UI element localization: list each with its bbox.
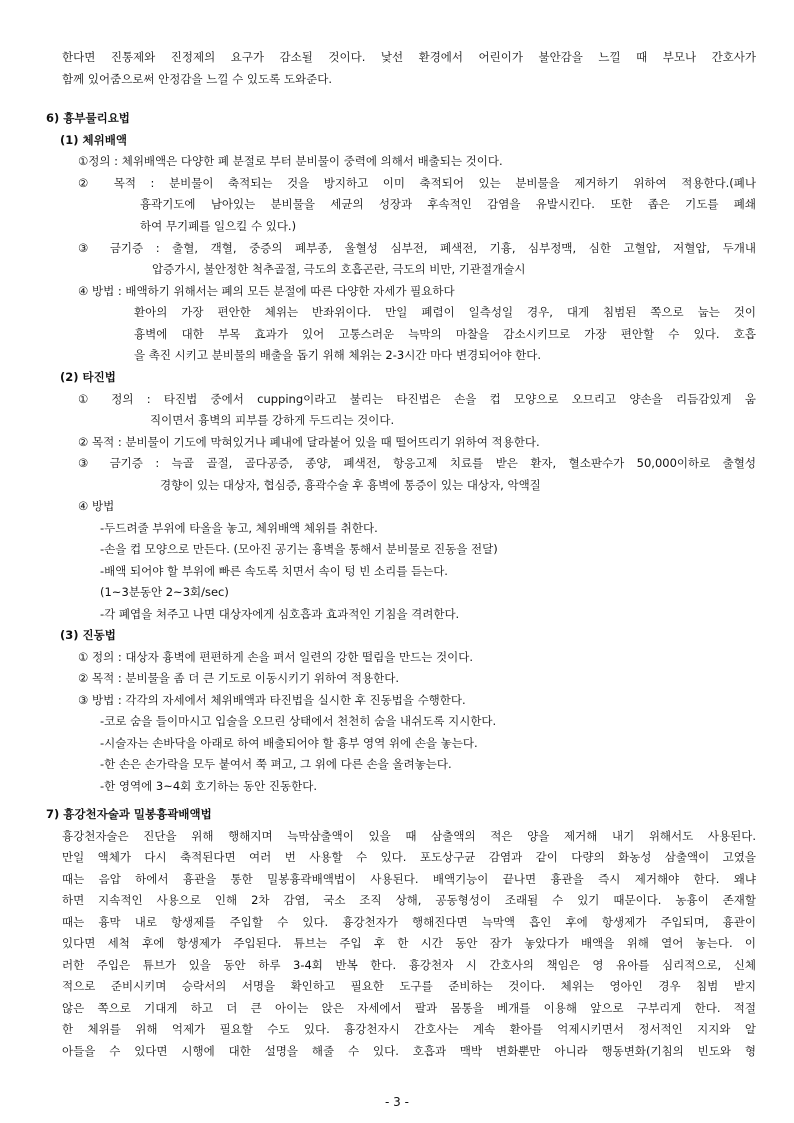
bullet-line: -각 폐엽을 쳐주고 나면 대상자에게 심호흡과 효과적인 기침을 격려한다. — [100, 607, 460, 621]
list-item-continuation: 흉곽기도에 남아있는 분비물을 세균의 성장과 후속적인 감염을 유발시킨다. 또한 좁은 기도를 폐쇄 — [140, 197, 756, 211]
list-item: ① 정의 : 대상자 흉벽에 편편하게 손을 펴서 일련의 강한 떨림을 만드는 것이다. — [78, 650, 473, 664]
list-item-continuation: 을 촉진 시키고 분비물의 배출을 돕기 위해 체위는 2-3시간 마다 변경되어야 한다. — [134, 348, 542, 362]
list-item: ③ 방법 : 각각의 자세에서 체위배액과 타진법을 실시한 후 진동법을 수행한다. — [78, 693, 466, 707]
list-item: ① 정의 : 타진법 중에서 cupping이라고 불리는 타진법은 손을 컵 모양으로 오므리고 양손을 리듬감있게 움 — [78, 392, 756, 406]
subsection-heading: (3) 진동법 — [60, 628, 116, 642]
paragraph-line: 때는 음압 하에서 흉관을 통한 밀봉흉곽배액법이 사용된다. 배액기능이 끝나면 흉관을 즉시 제거해야 한다. 왜냐 — [62, 872, 756, 886]
list-item: ③ 금기증 : 늑골 골절, 골다공증, 종양, 폐색전, 항응고제 치료를 받은 환자, 혈소판수가 50,000이하로 출혈성 — [78, 456, 756, 470]
bullet-line: -한 영역에 3~4회 호기하는 동안 진동한다. — [100, 779, 317, 793]
list-item: ② 목적 : 분비물이 축적되는 것을 방지하고 이미 축적되어 있는 분비물을 제거하기 위하여 적용한다.(폐나 — [78, 176, 756, 190]
list-item-continuation: 환아의 가장 편안한 체위는 반좌위이다. 만일 폐렴이 일측성일 경우, 대게 침범된 쪽으로 눕는 것이 — [134, 305, 756, 319]
paragraph-line: 적으로 준비시키며 승락서의 서명을 확인하고 필요한 도구를 준비하는 것이다. 체위는 영아인 경우 침범 받지 — [62, 979, 756, 993]
list-item: ② 목적 : 분비물을 좀 더 큰 기도로 이동시키기 위하여 적용한다. — [78, 671, 400, 685]
bullet-line: -손을 컵 모양으로 만든다. (모아진 공기는 흉벽을 통해서 분비물로 진동을 전달) — [100, 542, 498, 556]
list-item: ④ 방법 — [78, 499, 115, 513]
list-item: ①정의 : 체위배액은 다양한 폐 분절로 부터 분비물이 중력에 의해서 배출되는 것이다. — [78, 154, 503, 168]
bullet-line: -배액 되어야 할 부위에 빠른 속도록 치면서 속이 텅 빈 소리를 듣는다. — [100, 564, 448, 578]
paragraph-line: 러한 주입은 튜브가 있을 동안 하루 3-4회 반복 한다. 흉강천자 시 간호사의 책임은 영 유아를 심리적으로, 신체 — [62, 958, 756, 972]
list-item-continuation: 경향이 있는 대상자, 협심증, 흉곽수술 후 흉벽에 통증이 있는 대상자, 악액질 — [160, 478, 541, 492]
body-line: 한다면 진통제와 진정제의 요구가 감소될 것이다. 낯선 환경에서 어린이가 불안감을 느낄 때 부모나 간호사가 — [62, 50, 756, 64]
paragraph-line: 있다면 세척 후에 항생제가 주입된다. 튜브는 주입 후 한 시간 동안 잠가 놓았다가 배액을 위해 열어 놓는다. 이 — [62, 936, 756, 950]
page-number: - 3 - — [385, 1095, 409, 1109]
paragraph-line: 한 체위를 위해 억제가 필요할 수도 있다. 흉강천자시 간호사는 계속 환아를 억제시키면서 정서적인 지지와 알 — [62, 1022, 756, 1036]
paragraph-line: 때는 흉막 내로 항생제를 주입할 수 있다. 흉강천자가 행해진다면 늑막액 흡인 후에 항생제가 주입되며, 흉관이 — [62, 915, 756, 929]
bullet-line: -두드려줄 부위에 타올을 놓고, 체위배액 체위를 취한다. — [100, 521, 378, 535]
bullet-line: -한 손은 손가락을 모두 붙여서 쭉 펴고, 그 위에 다른 손을 올려놓는다. — [100, 757, 452, 771]
paragraph-line: 만일 액체가 다시 축적된다면 여러 번 사용할 수 있다. 포도상구균 감염과 같이 다량의 화농성 삼출액이 고였을 — [62, 850, 756, 864]
paragraph-line: 않은 쪽으로 기대게 하고 더 큰 아이는 앉은 자세에서 팔과 몸통을 베개를 이용해 앞으로 구부리게 한다. 적절 — [62, 1001, 756, 1015]
section-heading: 6) 흉부물리요법 — [46, 111, 130, 125]
bullet-line: -시술자는 손바닥을 아래로 하여 배출되어야 할 흉부 영역 위에 손을 놓는다. — [100, 736, 478, 750]
list-item: ④ 방법 : 배액하기 위해서는 폐의 모든 분절에 따른 다양한 자세가 필요하다 — [78, 284, 455, 298]
paragraph-line: 흉강천자술은 진단을 위해 행해지며 늑막삼출액이 있을 때 삼출액의 적은 양을 제거해 내기 위해서도 사용된다. — [62, 829, 756, 843]
section-heading: 7) 흉강천자술과 밀봉흉곽배액법 — [46, 807, 212, 821]
paragraph-line: 아들을 수 있다면 시행에 대한 설명을 해줄 수 있다. 호흡과 맥박 변화뿐만 아니라 행동변화(기침의 빈도와 형 — [62, 1044, 756, 1058]
subsection-heading: (1) 체위배액 — [60, 133, 127, 147]
subsection-heading: (2) 타진법 — [60, 370, 116, 384]
bullet-line: -코로 숨을 들이마시고 입술을 오므린 상태에서 천천히 숨을 내쉬도록 지시한다. — [100, 714, 497, 728]
list-item: ③ 금기증 : 출혈, 객혈, 중증의 폐부종, 울혈성 심부전, 폐색전, 기흉, 심부정맥, 심한 고혈압, 저혈압, 두개내 — [78, 241, 756, 255]
body-line: 함께 있어줌으로써 안정감을 느낄 수 있도록 도와준다. — [62, 72, 332, 86]
list-item-continuation: 직이면서 흉벽의 피부를 강하게 두드리는 것이다. — [150, 413, 395, 427]
list-item-continuation: 하여 무기폐를 일으킬 수 있다.) — [140, 219, 297, 233]
list-item-continuation: 흉벽에 대한 부목 효과가 있어 고통스러운 늑막의 마찰을 감소시키므로 가장 편안할 수 있다. 호흡 — [134, 327, 756, 341]
bullet-line: (1~3분동안 2~3회/sec) — [100, 585, 229, 599]
paragraph-line: 하면 지속적인 사용으로 인해 2차 감염, 국소 조직 상해, 공동형성이 조래될 수 있기 때문이다. 농흉이 존재할 — [62, 893, 756, 907]
list-item: ② 목적 : 분비물이 기도에 막혀있거나 폐내에 달라붙어 있을 때 떨어뜨리기 위하여 적용한다. — [78, 435, 540, 449]
list-item-continuation: 압증가시, 불안정한 척추골절, 극도의 호흡곤란, 극도의 비만, 기관절개술시 — [152, 262, 526, 276]
